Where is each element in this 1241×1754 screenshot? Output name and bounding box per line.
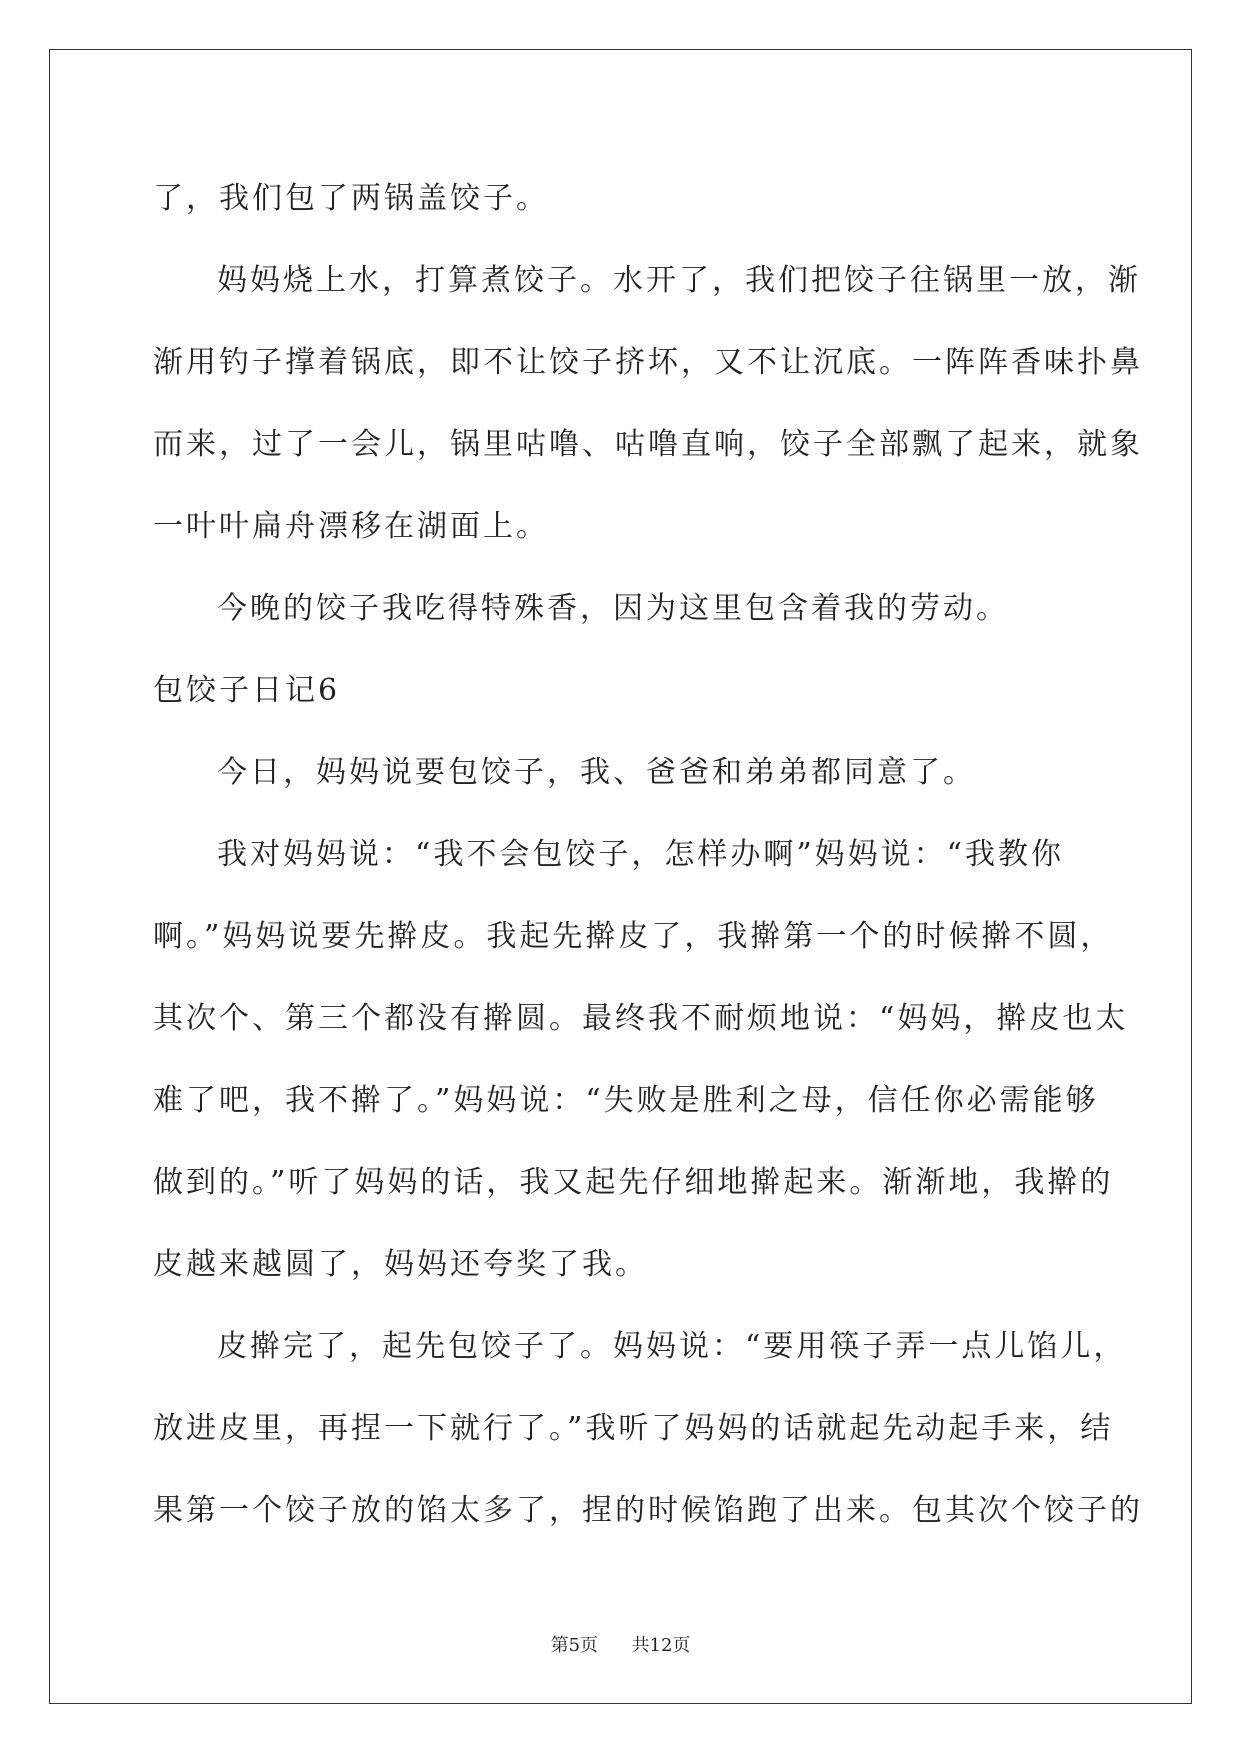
- text-line: 做到的。”听了妈妈的话，我又起先仔细地擀起来。渐渐地，我擀的: [153, 1165, 1114, 1200]
- text-line: 啊。”妈妈说要先擀皮。我起先擀皮了，我擀第一个的时候擀不圆，: [153, 919, 1114, 954]
- text-line: 其次个、第三个都没有擀圆。最终我不耐烦地说：“妈妈，擀皮也太: [153, 1001, 1129, 1036]
- paragraph-start-line: 我对妈妈说：“我不会包饺子，怎样办啊”妈妈说：“我教你: [217, 837, 1065, 872]
- text-line: 渐用钓子撑着锅底，即不让饺子挤坏，又不让沉底。一阵阵香味扑鼻: [153, 345, 1143, 380]
- section-heading: 包饺子日记6: [153, 673, 341, 708]
- paragraph-start-line: 今晚的饺子我吃得特殊香，因为这里包含着我的劳动。: [217, 591, 1009, 626]
- text-line: 皮越来越圆了，妈妈还夸奖了我。: [153, 1247, 648, 1282]
- paragraph-start-line: 皮擀完了，起先包饺子了。妈妈说：“要用筷子弄一点儿馅儿，: [217, 1329, 1127, 1364]
- text-line: 果第一个饺子放的馅太多了，捏的时候馅跑了出来。包其次个饺子的: [153, 1493, 1143, 1528]
- text-line: 一叶叶扁舟漂移在湖面上。: [153, 509, 549, 544]
- text-line: 了，我们包了两锅盖饺子。: [153, 181, 549, 216]
- page-total: 共12页: [631, 1635, 691, 1656]
- text-line: 放进皮里，再捏一下就行了。”我听了妈妈的话就起先动起手来，结: [153, 1411, 1114, 1446]
- text-line: 难了吧，我不擀了。”妈妈说：“失败是胜利之母，信任你必需能够: [153, 1083, 1099, 1118]
- text-line: 而来，过了一会儿，锅里咕噜、咕噜直响，饺子全部飘了起来，就象: [153, 427, 1143, 462]
- paragraph-start-line: 妈妈烧上水，打算煮饺子。水开了，我们把饺子往锅里一放，渐: [217, 263, 1141, 298]
- paragraph-start-line: 今日，妈妈说要包饺子，我、爸爸和弟弟都同意了。: [217, 755, 976, 790]
- document-body: [153, 158, 1143, 1552]
- page-footer: [0, 1631, 1241, 1657]
- page-number: 第5页: [550, 1635, 599, 1656]
